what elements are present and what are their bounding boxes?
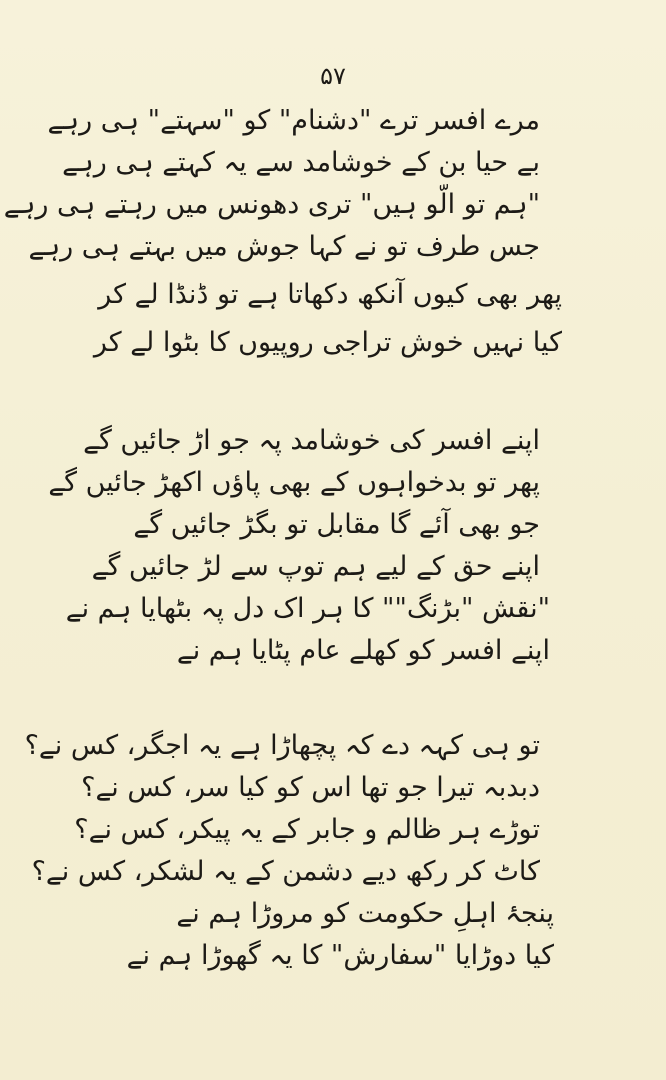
verse-line: تو ہی کہہ دے کہ پچھاڑا ہے یہ اجگر، کس نے؟: [24, 730, 540, 761]
stanza-3: [24, 725, 554, 977]
verse-line: جس طرف تو نے کہا جوش میں بہتے ہی رہے: [28, 231, 540, 262]
verse-line: کیا نہیں خوش تراجی روپیوں کا بٹوا لے کر: [93, 327, 562, 358]
verse-line: اپنے افسر کو کھلے عام پٹایا ہم نے: [176, 635, 550, 666]
verse-line: کیا دوڑایا "سفارش" کا یہ گھوڑا ہم نے: [126, 940, 554, 971]
verse-line: بے حیا بن کے خوشامد سے یہ کہتے ہی رہے: [62, 147, 540, 178]
verse-line: جو بھی آئے گا مقابل تو بگڑ جائیں گے: [133, 509, 540, 540]
page-number: ۵۷: [320, 62, 346, 90]
verse-line: اپنے افسر کی خوشامد پہ جو اڑ جائیں گے: [83, 425, 540, 456]
verse-line: "نقش "بڑنگ"" کا ہر اک دل پہ بٹھایا ہم نے: [65, 593, 550, 624]
verse-line: پھر تو بدخواہوں کے بھی پاؤں اکھڑ جائیں گے: [48, 467, 540, 498]
verse-line: دبدبہ تیرا جو تھا اس کو کیا سر، کس نے؟: [81, 772, 540, 803]
verse-line: پنجۂ اہلِ حکومت کو مروڑا ہم نے: [176, 898, 554, 929]
verse-line: اپنے حق کے لیے ہم توپ سے لڑ جائیں گے: [91, 551, 540, 582]
stanza-1: [3, 100, 562, 364]
stanza-2: [48, 420, 550, 672]
verse-line: پھر بھی کیوں آنکھ دکھاتا ہے تو ڈنڈا لے کر: [98, 279, 562, 310]
verse-line: "ہم تو الّو ہیں" تری دھونس میں رہتے ہی رہے: [3, 189, 540, 220]
verse-line: کاٹ کر رکھ دیے دشمن کے یہ لشکر، کس نے؟: [31, 856, 540, 887]
verse-line: مرے افسر ترے "دشنام" کو "سہتے" ہی رہے: [47, 105, 540, 136]
verse-line: توڑے ہر ظالم و جابر کے یہ پیکر، کس نے؟: [74, 814, 540, 845]
